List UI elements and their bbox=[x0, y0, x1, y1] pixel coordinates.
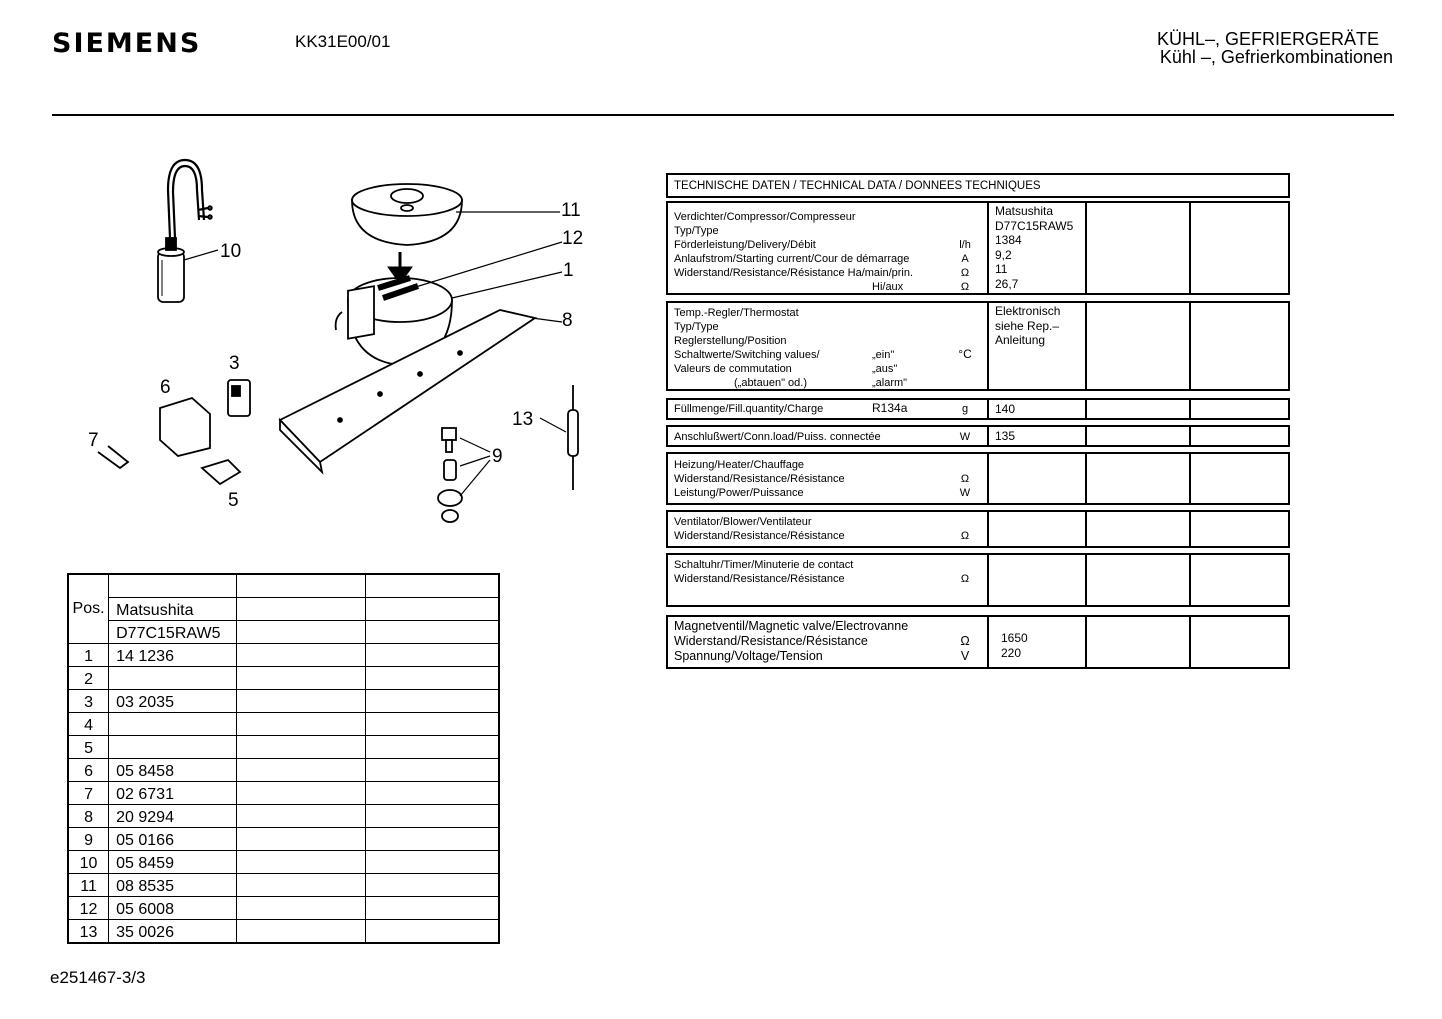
pos-cell: 3 bbox=[68, 690, 109, 713]
callout-12: 12 bbox=[562, 228, 584, 249]
table-row bbox=[68, 920, 499, 944]
pos-cell: 4 bbox=[68, 713, 109, 736]
power-cable-drawing bbox=[168, 160, 212, 238]
pos-cell: 9 bbox=[68, 828, 109, 851]
callout-10: 10 bbox=[220, 241, 242, 262]
callout-6: 6 bbox=[160, 377, 171, 398]
callout-7: 7 bbox=[88, 430, 99, 451]
compressor-type: D77C15RAW5 bbox=[995, 218, 1074, 233]
manufacturer-cell: Matsushita bbox=[109, 598, 237, 621]
pos-cell: 1 bbox=[68, 644, 109, 667]
table-row bbox=[68, 805, 499, 828]
pos-cell: 8 bbox=[68, 805, 109, 828]
relay-drawing bbox=[228, 380, 250, 416]
part-number-cell: 35 0026 bbox=[109, 920, 237, 944]
header-divider bbox=[52, 114, 1394, 116]
pos-cell: 2 bbox=[68, 667, 109, 690]
filter-drier-drawing bbox=[568, 385, 578, 490]
table-row bbox=[68, 667, 499, 690]
refrigerant: R134a bbox=[872, 401, 908, 415]
part-number-cell bbox=[109, 736, 237, 759]
part-number-cell bbox=[109, 667, 237, 690]
category-title: KÜHL–, GEFRIERGERÄTE bbox=[1156, 29, 1379, 49]
pos-cell: 6 bbox=[68, 759, 109, 782]
timer-section: Schaltuhr/Timer/Minuterie de contact Widerstand/Resistance/Résistance Ω bbox=[666, 553, 1290, 607]
magnetic-valve-section: Magnetventil/Magnetic valve/Electrovanne Widerstand/Resistance/Résistance Spannung/Voltage/Tension Ω V 1650 220 bbox=[666, 615, 1290, 669]
connected-load-section: Anschlußwert/Conn.load/Puiss. connectée W 135 bbox=[666, 425, 1290, 447]
part-number-cell: 20 9294 bbox=[109, 805, 237, 828]
exploded-parts-diagram bbox=[80, 150, 600, 530]
pos-cell: 7 bbox=[68, 782, 109, 805]
connected-load-value: 135 bbox=[995, 429, 1016, 443]
callout-1: 1 bbox=[563, 260, 574, 281]
siemens-logo: SIEMENS bbox=[52, 28, 202, 59]
table-row bbox=[68, 851, 499, 874]
heater-section: Heizung/Heater/Chauffage Widerstand/Resistance/Résistance Leistung/Power/Puissance Ω W bbox=[666, 452, 1290, 505]
compressor-starting-current: 9,2 bbox=[995, 247, 1012, 262]
table-row bbox=[68, 828, 499, 851]
charge-value: 140 bbox=[995, 402, 1016, 416]
clip-drawing bbox=[98, 446, 128, 468]
mounting-fixings-drawing bbox=[438, 428, 462, 522]
table-row bbox=[68, 736, 499, 759]
table-row bbox=[68, 897, 499, 920]
part-number-cell: 05 8458 bbox=[109, 759, 237, 782]
capacitor-drawing bbox=[158, 238, 184, 302]
part-number-cell: 02 6731 bbox=[109, 782, 237, 805]
callout-3: 3 bbox=[229, 353, 240, 374]
callout-5: 5 bbox=[228, 490, 239, 511]
part-number-cell bbox=[109, 713, 237, 736]
table-row bbox=[68, 782, 499, 805]
pos-header: Pos. bbox=[68, 574, 109, 644]
compressor-cover-drawing bbox=[352, 184, 462, 245]
part-number-cell: 05 8459 bbox=[109, 851, 237, 874]
callout-11: 11 bbox=[561, 200, 581, 221]
thermostat-unit: °C bbox=[958, 347, 972, 361]
category-subtitle: Kühl –, Gefrierkombinationen bbox=[1159, 47, 1393, 67]
callout-13: 13 bbox=[512, 409, 534, 430]
table-row bbox=[68, 713, 499, 736]
model-number: KK31E00/01 bbox=[295, 32, 391, 51]
compressor-make: Matsushita bbox=[995, 204, 1054, 218]
part-number-cell: 05 6008 bbox=[109, 897, 237, 920]
table-row bbox=[68, 644, 499, 667]
table-row bbox=[68, 759, 499, 782]
table-row bbox=[68, 874, 499, 897]
pos-cell: 11 bbox=[68, 874, 109, 897]
compressor-resistance-aux: 26,7 bbox=[995, 276, 1019, 291]
pos-cell: 13 bbox=[68, 920, 109, 944]
charge-section: Füllmenge/Fill.quantity/Charge R134a g 140 bbox=[666, 398, 1290, 420]
compressor-section: Verdichter/Compressor/Compresseur Typ/Type Förderleistung/Delivery/Débit Anlaufstrom/Starting current/Cour de démarrage Widerstand/Resistance/Résistance Ha/main/prin. Hi/aux l/h A Ω Ω Matsushita D77C15RAW5 1384 9,2 11 26,7 bbox=[666, 201, 1290, 295]
pos-cell: 10 bbox=[68, 851, 109, 874]
callout-labels bbox=[88, 200, 583, 511]
valve-resistance: 1650 bbox=[1001, 631, 1028, 645]
callout-8: 8 bbox=[562, 310, 573, 331]
document-id: e251467-3/3 bbox=[50, 968, 146, 987]
part-number-cell: 14 1236 bbox=[109, 644, 237, 667]
callout-9: 9 bbox=[492, 446, 503, 467]
cover-box-drawing bbox=[160, 398, 210, 456]
valve-voltage: 220 bbox=[1001, 646, 1022, 660]
pos-cell: 5 bbox=[68, 736, 109, 759]
overload-protector-drawing bbox=[202, 460, 240, 484]
parts-table bbox=[67, 573, 500, 944]
compressor-resistance-main: 11 bbox=[995, 262, 1008, 277]
pos-cell: 12 bbox=[68, 897, 109, 920]
blower-section: Ventilator/Blower/Ventilateur Widerstand/Resistance/Résistance Ω bbox=[666, 510, 1290, 548]
part-number-cell: 03 2035 bbox=[109, 690, 237, 713]
compressor-type-cell: D77C15RAW5 bbox=[109, 621, 237, 644]
part-number-cell: 08 8535 bbox=[109, 874, 237, 897]
tech-title: TECHNISCHE DATEN / TECHNICAL DATA / DONNEES TECHNIQUES bbox=[674, 180, 1041, 192]
thermostat-section: Temp.-Regler/Thermostat Typ/Type Reglerstellung/Position Schaltwerte/Switching values/ Valeurs de commutation („abtauen" od.) „ein" „aus" „alarm" °C Elektronisch siehe Rep.– Anleitung bbox=[666, 301, 1290, 391]
compressor-delivery: 1384 bbox=[995, 233, 1022, 248]
part-number-cell: 05 0166 bbox=[109, 828, 237, 851]
table-row bbox=[68, 690, 499, 713]
